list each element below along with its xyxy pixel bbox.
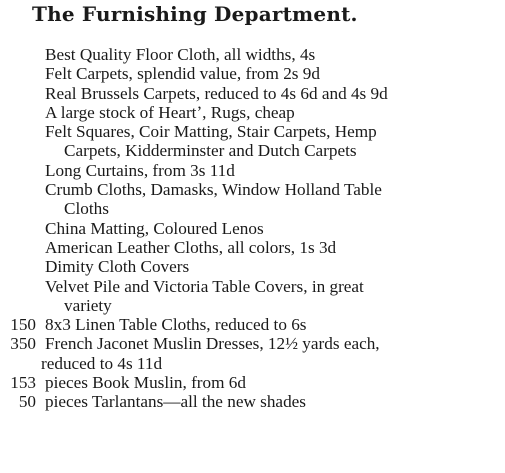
item-text: Crumb Cloths, Damasks, Window Holland Table xyxy=(45,180,382,200)
item-text: Dimity Cloth Covers xyxy=(45,257,190,277)
item-quantity: 153 xyxy=(10,373,36,393)
listing-line xyxy=(0,45,505,64)
listing-line xyxy=(0,373,505,392)
item-text: Long Curtains, from 3s 11d xyxy=(45,160,235,180)
item-text: French Jaconet Muslin Dresses, 12½ yards each, xyxy=(45,334,380,354)
listing-line xyxy=(0,141,505,160)
item-text: American Leather Cloths, all colors, 1s 3d xyxy=(45,237,337,257)
listing-line xyxy=(0,64,505,83)
item-text: Carpets, Kidderminster and Dutch Carpets xyxy=(64,141,357,161)
item-text: Cloths xyxy=(64,199,109,219)
item-quantity: 50 xyxy=(18,392,36,412)
listing-line xyxy=(0,257,505,276)
listing-line xyxy=(0,354,505,373)
listing-line xyxy=(0,296,505,315)
item-text: pieces Tarlantans—all the new shades xyxy=(45,392,306,412)
item-text: Felt Carpets, splendid value, from 2s 9d xyxy=(45,64,320,84)
item-text: China Matting, Coloured Lenos xyxy=(45,218,264,238)
listing-line xyxy=(0,334,505,353)
department-heading: The Furnishing Department. xyxy=(32,2,358,26)
item-text: A large stock of Heartʼ, Rugs, cheap xyxy=(45,102,295,122)
item-text: 8x3 Linen Table Cloths, reduced to 6s xyxy=(45,315,307,335)
listing-line xyxy=(0,219,505,238)
item-listing xyxy=(0,45,505,412)
item-text: Real Brussels Carpets, reduced to 4s 6d and 4s 9d xyxy=(45,83,388,103)
item-text: pieces Book Muslin, from 6d xyxy=(45,373,246,393)
listing-line xyxy=(0,238,505,257)
listing-line xyxy=(0,199,505,218)
item-text: Felt Squares, Coir Matting, Stair Carpets, Hemp xyxy=(45,122,377,142)
listing-line xyxy=(0,277,505,296)
listing-line xyxy=(0,122,505,141)
item-text: Best Quality Floor Cloth, all widths, 4s xyxy=(45,45,316,64)
listing-line xyxy=(0,315,505,334)
listing-line xyxy=(0,103,505,122)
listing-line xyxy=(0,161,505,180)
listing-line xyxy=(0,84,505,103)
item-text: variety xyxy=(64,295,112,315)
item-text: Velvet Pile and Victoria Table Covers, in great xyxy=(45,276,364,296)
listing-line xyxy=(0,180,505,199)
item-quantity: 150 xyxy=(10,315,36,335)
item-quantity: 350 xyxy=(10,334,36,354)
listing-line xyxy=(0,392,505,411)
item-text: reduced to 4s 11d xyxy=(41,353,163,373)
